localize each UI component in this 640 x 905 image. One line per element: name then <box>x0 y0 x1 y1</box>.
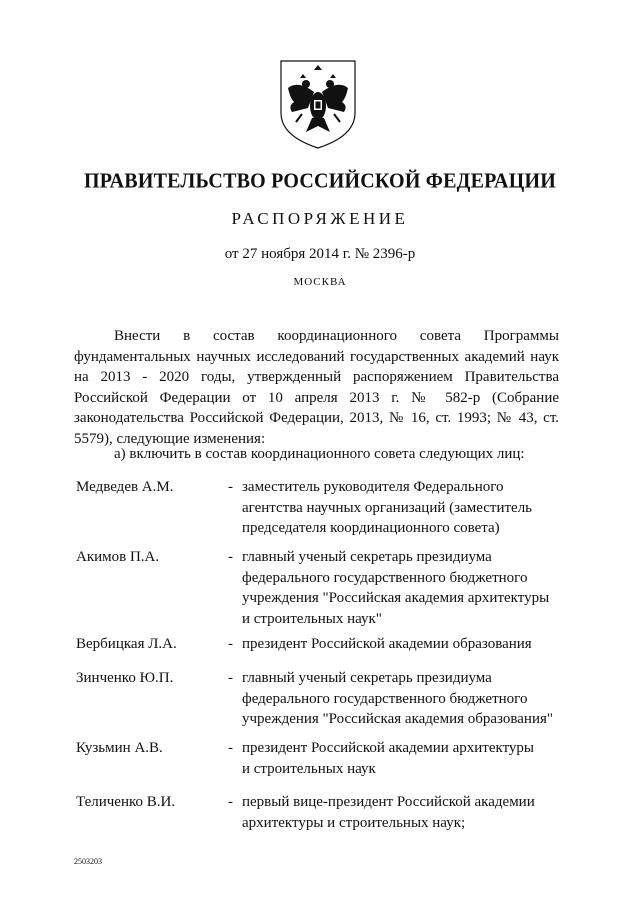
member-description: президент Российской академии архитектуры и строительных наук <box>242 740 535 777</box>
document-code: 2503203 <box>74 857 102 866</box>
member-name: Акимов П.А. <box>76 549 160 565</box>
member-name: Зинченко Ю.П. <box>76 670 174 686</box>
member-dash: - <box>228 670 233 686</box>
member-dash: - <box>228 636 233 652</box>
coat-of-arms-emblem-icon <box>278 58 358 150</box>
member-description: заместитель руководителя Федерального агентства научных организаций (заместитель председателя координационного совета) <box>242 479 533 536</box>
member-name: Кузьмин А.В. <box>76 740 163 756</box>
member-name: Вербицкая Л.А. <box>76 636 177 652</box>
city: МОСКВА <box>293 276 347 288</box>
member-dash: - <box>228 740 233 756</box>
member-dash: - <box>228 479 233 495</box>
date-and-number: от 27 ноября 2014 г. № 2396-р <box>224 246 416 262</box>
member-dash: - <box>228 794 233 810</box>
member-name: Медведев А.М. <box>76 479 174 495</box>
member-description: главный ученый секретарь президиума федерального государственного бюджетного учреждения "Российская академия образования" <box>242 670 554 727</box>
member-name: Теличенко В.И. <box>76 794 176 810</box>
member-description: главный ученый секретарь президиума федерального государственного бюджетного учреждения "Российская академия архитектуры и строительных наук" <box>242 549 550 627</box>
member-description: президент Российской академии образования <box>242 636 532 652</box>
subitem-a: а) включить в состав координационного совета следующих лиц: <box>114 446 525 462</box>
member-description: первый вице-президент Российской академии архитектуры и строительных наук; <box>242 794 535 831</box>
intro-paragraph: Внести в состав координационного совета Программы фундаментальных научных исследований государственных академий наук на 2013 - 2020 годы, утвержденный распоряжением Правительства Российской Федерации от 10 апреля 2013 г. № 582-р (Собрание законодательства Российской Федерации, 2013, № 16, ст. 1993; № 43, ст. 5579), следующие изменения: <box>74 328 559 447</box>
document-type: РАСПОРЯЖЕНИЕ <box>231 209 409 228</box>
government-title: ПРАВИТЕЛЬСТВО РОССИЙСКОЙ ФЕДЕРАЦИИ <box>84 169 556 193</box>
member-dash: - <box>228 549 233 565</box>
